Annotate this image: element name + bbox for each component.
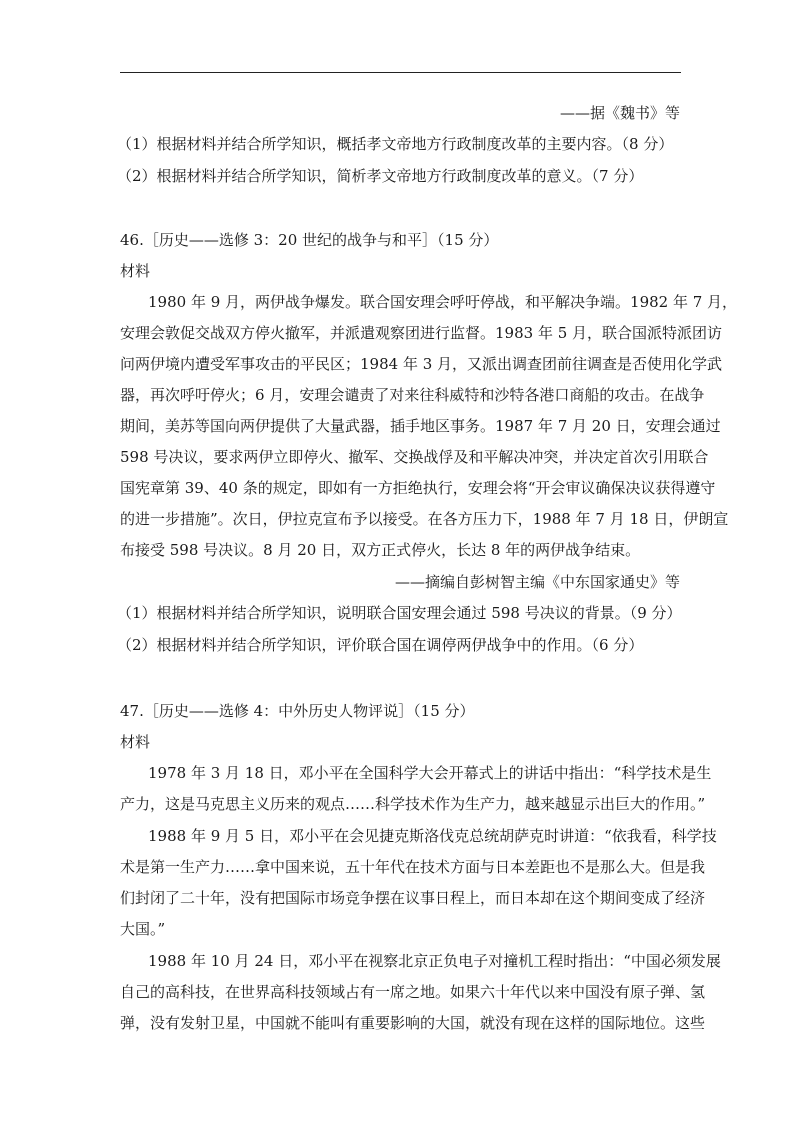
q46-material-line: 问两伊境内遭受军事攻击的平民区；1984 年 3 月，又派出调查团前往调查是否使用化学武 bbox=[120, 355, 723, 373]
q47-paragraph-2-line: 1988 年 9 月 5 日，邓小平在会见捷克斯洛伐克总统胡萨克时讲道：“依我看，科学技 bbox=[148, 827, 717, 845]
q46-subquestion-1: （1）根据材料并结合所学知识，说明联合国安理会通过 598 号决议的背景。（9 分） bbox=[117, 604, 682, 622]
q47-title: 47.［历史——选修 4：中外历史人物评说］（15 分） bbox=[120, 702, 475, 720]
q47-paragraph-1-line: 1978 年 3 月 18 日，邓小平在全国科学大会开幕式上的讲话中指出：“科学技术是生 bbox=[148, 764, 712, 782]
q46-material-line: 1980 年 9 月，两伊战争爆发。联合国安理会呼吁停战，和平解决争端。1982 年 7 月， bbox=[148, 293, 738, 311]
q47-paragraph-2-line: 们封闭了二十年，没有把国际市场竞争摆在议事日程上，而日本却在这个期间变成了经济 bbox=[120, 889, 706, 907]
q46-material-line: 布接受 598 号决议。8 月 20 日，双方正式停火，长达 8 年的两伊战争结束。 bbox=[120, 541, 641, 559]
q47-paragraph-3-line: 弹，没有发射卫星，中国就不能叫有重要影响的大国，就没有现在这样的国际地位。这些 bbox=[120, 1014, 706, 1032]
q45-source: ——据《魏书》等 bbox=[559, 104, 680, 122]
q46-material-line: 安理会敦促交战双方停火撤军，并派遣观察团进行监督。1983 年 5 月，联合国派特派团访 bbox=[120, 324, 723, 342]
q46-material-line: 器，再次呼吁停火；6 月，安理会谴责了对来往科威特和沙特各港口商船的攻击。在战争 bbox=[120, 386, 705, 404]
q45-subquestion-2: （2）根据材料并结合所学知识，简析孝文帝地方行政制度改革的意义。（7 分） bbox=[117, 167, 644, 185]
q47-paragraph-3-line: 自己的高科技，在世界高科技领域占有一席之地。如果六十年代以来中国没有原子弹、氢 bbox=[120, 983, 706, 1001]
q47-paragraph-2-line: 术是第一生产力……拿中国来说，五十年代在技术方面与日本差距也不是那么大。但是我 bbox=[120, 858, 706, 876]
q46-title: 46.［历史——选修 3：20 世纪的战争与和平］（15 分） bbox=[120, 231, 499, 249]
q46-material-line: 的进一步措施”。次日，伊拉克宣布予以接受。在各方压力下，1988 年 7 月 18 日，伊朗宣 bbox=[120, 510, 729, 528]
q45-subquestion-1: （1）根据材料并结合所学知识，概括孝文帝地方行政制度改革的主要内容。（8 分） bbox=[117, 135, 674, 153]
q46-material-line: 598 号决议，要求两伊立即停火、撤军、交换战俘及和平解决冲突，并决定首次引用联合 bbox=[120, 448, 709, 466]
q46-subquestion-2: （2）根据材料并结合所学知识，评价联合国在调停两伊战争中的作用。（6 分） bbox=[117, 636, 644, 654]
q46-material-label: 材料 bbox=[120, 262, 151, 280]
header-rule bbox=[120, 72, 681, 73]
q47-paragraph-2-line: 大国。” bbox=[120, 920, 166, 938]
q47-paragraph-3-line: 1988 年 10 月 24 日，邓小平在视察北京正负电子对撞机工程时指出：“中国必须发展 bbox=[148, 952, 721, 970]
q47-paragraph-1-line: 产力，这是马克思主义历来的观点……科学技术作为生产力，越来越显示出巨大的作用。” bbox=[120, 795, 706, 813]
q46-material-line: 国宪章第 39、40 条的规定，即如有一方拒绝执行，安理会将“开会审议确保决议获得遵守 bbox=[120, 479, 716, 497]
q46-material-line: 期间，美苏等国向两伊提供了大量武器，插手地区事务。1987 年 7 月 20 日，安理会通过 bbox=[120, 417, 721, 435]
q46-source: ——摘编自彭树智主编《中东国家通史》等 bbox=[394, 573, 680, 591]
q47-material-label: 材料 bbox=[120, 733, 151, 751]
